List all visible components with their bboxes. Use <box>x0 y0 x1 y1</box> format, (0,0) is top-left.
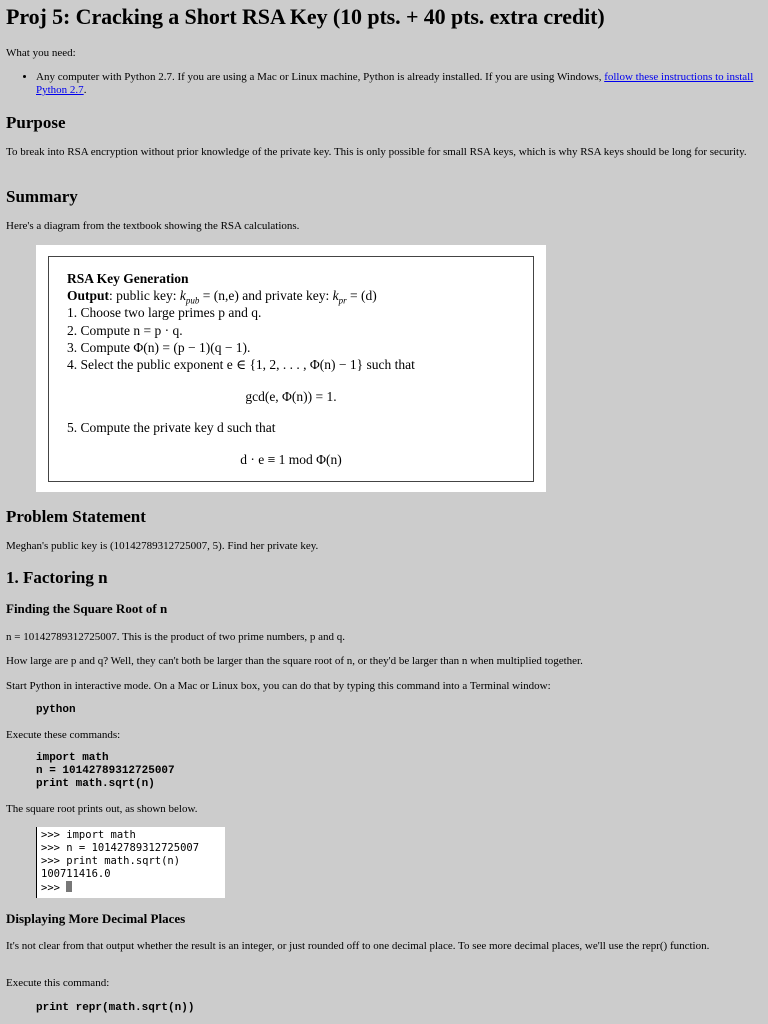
terminal-screenshot <box>36 827 225 898</box>
kpr-subscript: pr <box>338 295 347 306</box>
factoring-heading: 1. Factoring n <box>6 568 108 587</box>
output-text: : public key: <box>109 288 180 303</box>
kpub-symbol: k <box>179 288 186 303</box>
rsa-diagram-frame <box>48 256 534 482</box>
output-label: Output <box>67 288 110 303</box>
diagram-equation-mod: d · e ≡ 1 mod Φ(n) <box>240 452 342 467</box>
sqrt-subheading: Finding the Square Root of n <box>6 601 168 616</box>
decimal-subheading: Displaying More Decimal Places <box>6 911 186 926</box>
problem-heading: Problem Statement <box>6 507 146 526</box>
summary-text: Here's a diagram from the textbook showing the RSA calculations. <box>6 220 300 232</box>
kpub-subscript: pub <box>185 295 200 306</box>
need-list <box>6 71 758 97</box>
diagram-step-2: 2. Compute n = p · q. <box>67 323 183 338</box>
page-title: Proj 5: Cracking a Short RSA Key (10 pts. + 40 pts. extra credit) <box>6 4 605 29</box>
need-label: What you need: <box>6 47 76 59</box>
kpr-symbol: k <box>332 288 339 303</box>
factoring-para-4: Execute these commands: <box>6 729 121 741</box>
install-python-link[interactable]: follow these instructions to install Python 2.7 <box>36 71 754 96</box>
factoring-para-7: Execute this command: <box>6 977 110 989</box>
list-item <box>36 71 758 97</box>
terminal-text: >>> import math >>> n = 10142789312725007 >>> print math.sqrt(n) 100711416.0 >>> <box>41 829 200 894</box>
terminal-output <box>37 827 225 895</box>
diagram-step-1: 1. Choose two large primes p and q. <box>67 305 262 320</box>
code-python: python <box>36 704 76 716</box>
diagram-step-5: 5. Compute the private key d such that <box>67 420 276 435</box>
code-commands: import math n = 10142789312725007 print math.sqrt(n) <box>36 752 175 790</box>
purpose-heading: Purpose <box>6 113 66 132</box>
problem-text: Meghan's public key is (10142789312725007, 5). Find her private key. <box>6 540 319 552</box>
purpose-text: To break into RSA encryption without prior knowledge of the private key. This is only possible for small RSA keys, which is why RSA keys should be long for security. <box>6 146 747 158</box>
diagram-title: RSA Key Generation <box>67 271 189 286</box>
need-item-after: . <box>83 84 87 96</box>
terminal-cursor <box>66 881 72 892</box>
factoring-para-3: Start Python in interactive mode. On a Mac or Linux box, you can do that by typing this command into a Terminal window: <box>6 680 551 692</box>
kpub-value: = (n,e) and private key: <box>199 288 333 303</box>
diagram-step-3: 3. Compute Φ(n) = (p − 1)(q − 1). <box>67 340 251 355</box>
rsa-diagram-image <box>36 245 546 492</box>
factoring-para-1: n = 10142789312725007. This is the product of two prime numbers, p and q. <box>6 631 346 643</box>
diagram-equation-gcd: gcd(e, Φ(n)) = 1. <box>245 389 337 404</box>
diagram-step-4: 4. Select the public exponent e ∈ {1, 2, . . . , Φ(n) − 1} such that <box>67 357 415 372</box>
summary-heading: Summary <box>6 187 78 206</box>
factoring-para-5: The square root prints out, as shown below. <box>6 803 198 815</box>
kpr-value: = (d) <box>346 288 377 303</box>
factoring-para-6: It's not clear from that output whether the result is an integer, or just rounded off to one decimal place. To see more decimal places, we'll use the repr() function. <box>6 940 710 952</box>
need-item-text: Any computer with Python 2.7. If you are using a Mac or Linux machine, Python is already installed. If you are using Windows, <box>36 71 605 83</box>
code-repr: print repr(math.sqrt(n)) <box>36 1002 195 1014</box>
factoring-para-2: How large are p and q? Well, they can't both be larger than the square root of n, or they'd be larger than n when multiplied together. <box>6 655 583 667</box>
